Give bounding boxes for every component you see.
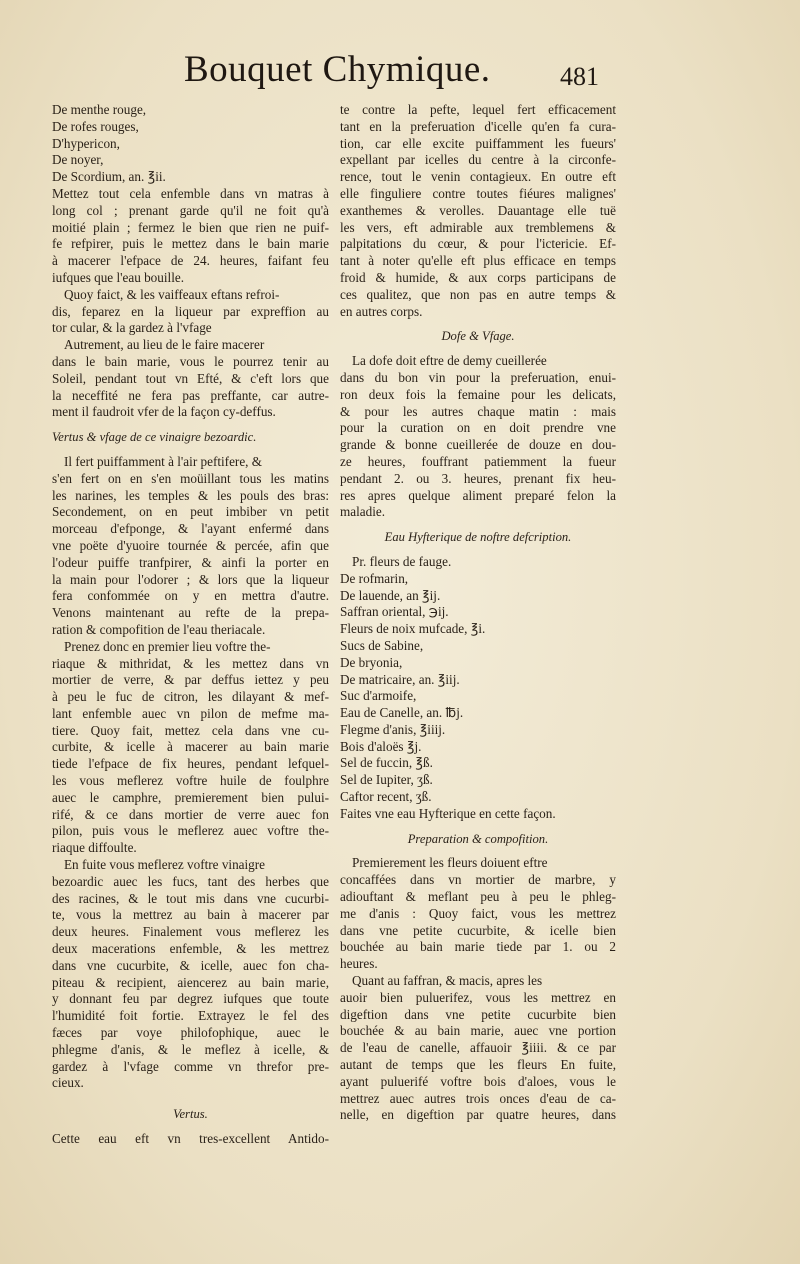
text-line: Pr. fleurs de fauge. [352,553,452,569]
text-line: De rofmarin, [340,570,409,586]
text-line: digeftion dans vne petite cucurbite bien [340,1006,616,1022]
text-line: ron deux fois la femaine pour les delicats, [340,386,616,402]
text-line: curbite, & icelle à macerer au bain marie [52,739,329,755]
text-line: y donnant feu par degrez iufques que toute [52,991,329,1007]
text-line: Fleurs de noix mufcade, ℥i. [340,621,486,637]
text-line: te, vous la mettrez au bain à macerer par [52,907,329,923]
page-header [0,48,800,98]
text-line: ment il faudroit vfer de la façon cy-deffus. [52,404,276,420]
text-line: ces qualitez, que non pas en autre temps & [340,286,616,302]
text-line: en autres corps. [340,303,423,319]
text-line: grande & bonne cueillerée de douze en dou- [340,437,616,453]
text-line: adiouftant & meflant peu à peu le phleg- [340,889,616,905]
text-line: iufques que l'eau bouille. [52,269,185,285]
section-heading: Vertus & vfage de ce vinaigre bezoardic. [52,430,257,445]
text-line: Eau de Canelle, an. ℔j. [340,705,464,721]
running-title: Bouquet Chymique. [184,49,491,90]
spacer [52,421,329,429]
text-line: De noyer, [52,152,104,168]
text-line: s'en fert on en s'en moüillant tous les matins [52,470,329,486]
text-line: palpitations du cœur, & pour l'ictericie. Ef- [340,236,616,252]
page-number: 481 [560,62,599,91]
text-line: tiere. Quoy fait, mettez cela dans vne cu- [52,722,329,738]
text-line: tor cular, & la gardez à l'vfage [52,320,212,336]
text-line: lant enfemble auec vn pilon de mefme ma- [52,705,329,721]
text-line: Sucs de Sabine, [340,637,424,653]
text-line: De matricaire, an. ℥iij. [340,671,460,687]
text-line: ayant puluerifé voftre bois d'aloes, vous le [340,1073,616,1089]
text-line: les vers, eft admirable aux tremblemens & [340,219,616,235]
text-line: la neceffité ne fera pas preffante, car autre- [52,387,329,403]
text-line: & pour les autres chaque matin : mais [340,403,616,419]
text-line: Quoy faict, & les vaiffeaux eftans refroi- [64,286,280,302]
text-line: mortier de verre, & par deffus iettez y peu [52,672,329,688]
text-line: fera confommée on y en mettra d'autre. [52,588,329,604]
text-line: exanthemes & verolles. Dauantage elle tuë [340,202,616,218]
section-heading: Vertus. [173,1107,208,1122]
text-line: te contre la pefte, lequel fert efficacement [340,102,616,117]
text-line: Bois d'aloës ℥j. [340,738,422,754]
section-heading: Eau Hyfterique de noftre defcription. [384,530,572,545]
text-line: Caftor recent, ʒß. [340,789,432,805]
text-line: fæces par voye philofophique, auec le [52,1025,329,1041]
text-line: deux macerations enfemble, & les mettrez [52,941,329,957]
text-line: Sel de Iupiter, ʒß. [340,772,433,788]
text-line: tion, car elle excite puiffamment les fueurs' [340,135,616,151]
text-line: ze heures, fouffrant patiemment la fueur [340,453,616,469]
text-line: à peu le fuc de citron, les dilayant & mef- [52,689,329,705]
text-line: dans vne petite cucurbite, & icelle bien [340,922,616,938]
text-line: autant de temps que les fleurs En fuite, [340,1057,616,1073]
spacer [340,345,616,353]
text-line: Cette eau eft vn tres-excellent Antido- [52,1131,329,1147]
text-line: morceau d'efponge, & l'ayant enfermé dans [52,521,329,537]
text-line: Quant au faffran, & macis, apres les [352,973,543,989]
text-line: Flegme d'anis, ℥iiij. [340,721,446,737]
text-line: pilon, puis vous le meflerez auec voftre the- [52,823,329,839]
spacer [340,521,616,529]
text-line: Faites vne eau Hyfterique en cette façon. [340,805,556,821]
text-line: froid & humide, & aux corps participans de [340,269,616,285]
text-line: l'odeur puiffe tranfpirer, & ainfi la porter en [52,554,329,570]
text-line: bezoardic auec les fucs, tant des herbes que [52,873,329,889]
text-line: gardez à l'vfage comme vn threfor pre- [52,1058,329,1074]
text-line: tant en la preferuation d'icelle qu'en fa cura- [340,118,616,134]
text-line: rifé, & ce dans mortier de verre auec fon [52,806,329,822]
text-line: mettrez auec autres trois onces d'eau de ca- [340,1090,616,1106]
text-line: phlegme d'anis, & le meflez à icelle, & [52,1041,329,1057]
text-line: vne poëte d'yuoire tournée & percée, afin que [52,537,329,553]
text-line: Autrement, au lieu de le faire macerer [64,337,265,353]
text-line: De menthe rouge, [52,102,147,117]
text-line: à macerer l'efpace de 24. heures, faifant feu [52,253,329,269]
text-line: dans le bain marie, vous le pourrez tenir au [52,353,329,369]
text-line: Prenez donc en premier lieu voftre the- [64,638,271,654]
text-line: De bryonia, [340,654,403,670]
text-line: pour la curation on en doit prendre vne [340,420,616,436]
spacer [52,1123,329,1131]
text-line: auec le camphre, premierement bien pului- [52,789,329,805]
text-line: De Scordium, an. ℥ii. [52,169,166,185]
text-line: Secondement, on en peut imbiber vn petit [52,504,329,520]
text-line: concaffées dans vn mortier de marbre, y [340,872,616,888]
spacer [340,546,616,554]
text-line: Saffran oriental, ℈ij. [340,604,449,620]
text-line: dis, feparez en la liqueur par expreffion au [52,303,329,319]
text-line: dans vne cucurbite, & icelle, auec fon cha- [52,957,329,973]
text-line: la main pour l'odorer ; & lors que la liqueur [52,571,329,587]
text-line: pendant 2. ou 3. heures, prenant fix heu- [340,470,616,486]
text-line: bouchée & au bain marie, auec vne portion [340,1023,616,1039]
text-line: En fuite vous meflerez voftre vinaigre [64,857,266,873]
spacer [340,823,616,831]
text-line: maladie. [340,504,386,520]
text-line: les narines, les temples & les pouls des bras: [52,487,329,503]
section-heading: Dofe & Vfage. [441,329,515,344]
left-text-column [52,102,329,1148]
text-line: Mettez tout cela enfemble dans vn matras à [52,185,329,201]
text-line: tiede l'efpace de fix heures, pendant lefquel- [52,756,329,772]
right-text-column [340,102,616,1124]
text-line: auoir bien puluerifez, vous les mettrez en [340,989,616,1005]
text-line: fe refpirer, puis le mettez dans le bain marie [52,236,329,252]
text-line: moitié plain ; fermez le bien que rien ne puif- [52,219,329,235]
text-line: Soleil, pendant tout vn Efté, & c'eft lors que [52,370,329,386]
text-line: des racines, & le tout mis dans vne cucurbi- [52,890,329,906]
text-line: expellant par icelles du centre à la circonfe- [340,152,616,168]
text-line: ration & compofition de l'eau theriacale. [52,621,266,637]
text-line: heures. [340,956,378,972]
text-line: res apres quelque aliment preparé felon la [340,487,616,503]
text-line: D'hypericon, [52,135,120,151]
spacer [340,320,616,328]
text-line: cieux. [52,1075,84,1091]
text-line: de l'eau de canelle, affauoir ℥iiii. & ce par [340,1040,616,1056]
text-line: De rofes rouges, [52,118,139,134]
text-line: Il fert puiffamment à l'air peftifere, & [64,453,263,469]
spacer [340,847,616,855]
text-line: me d'anis : Quoy faict, vous les mettrez [340,905,616,921]
text-line: bouchée au bain marie tiede par 1. ou 2 [340,939,616,955]
text-line: Venons maintenant au refte de la prepa- [52,605,329,621]
text-line: rence, tout le venin contagieux. En outre eft [340,169,616,185]
section-heading: Preparation & compofition. [407,831,549,846]
text-line: riaque & mithridat, & les mettez dans vn [52,655,329,671]
text-line: elle finguliere contre toutes fiéures malignes' [340,185,616,201]
text-line: piteau & recipient, aiencerez au bain marie, [52,974,329,990]
text-line: les vous meflerez voftre huile de foulphre [52,773,329,789]
text-line: Sel de fuccin, ℥ß. [340,755,433,771]
text-line: nelle, en digeftion par quatre heures, dans [340,1107,616,1123]
text-line: l'humidité foit fortie. Extrayez le fel des [52,1008,329,1024]
text-line: Premierement les fleurs doiuent eftre [352,855,548,871]
text-line: riaque diffoulte. [52,840,137,856]
spacer [52,1092,329,1106]
spacer [52,446,329,454]
text-line: deux heures. Finalement vous meflerez les [52,924,329,940]
text-line: Suc d'armoife, [340,688,417,704]
text-line: long col ; prenant garde qu'il ne foit qu'à [52,202,329,218]
text-line: dans du bon vin pour la preferuation, enui- [340,369,616,385]
text-line: tant à noter qu'elle eft plus efficace en temps [340,253,616,269]
text-line: De lauende, an ℥ij. [340,587,441,603]
text-line: La dofe doit eftre de demy cueillerée [352,353,547,369]
